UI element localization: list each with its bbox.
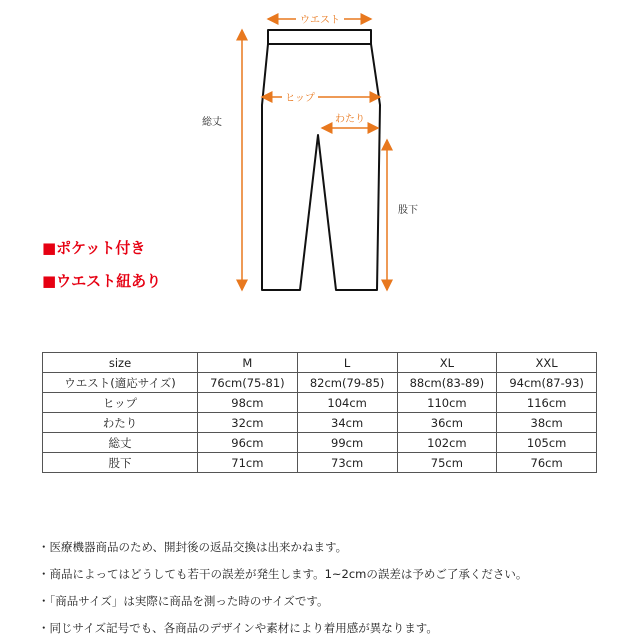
feature-waist-cord: ■ウエスト紐あり bbox=[42, 272, 162, 290]
thigh-label: わたり bbox=[335, 114, 365, 125]
table-cell: 71cm bbox=[198, 453, 298, 473]
waistband bbox=[268, 30, 371, 44]
table-cell: 116cm bbox=[497, 393, 597, 413]
table-row-thigh bbox=[43, 413, 597, 433]
table-cell: 76cm bbox=[497, 453, 597, 473]
waist-label: ウエスト bbox=[300, 15, 340, 26]
header-size: size bbox=[43, 353, 198, 373]
pants-outline bbox=[262, 30, 380, 290]
row-label: ヒップ bbox=[43, 393, 198, 413]
table-cell: 96cm bbox=[198, 433, 298, 453]
inseam-label: 股下 bbox=[398, 205, 418, 216]
table-cell: 99cm bbox=[297, 433, 397, 453]
table-cell: 102cm bbox=[397, 433, 497, 453]
table-cell: 110cm bbox=[397, 393, 497, 413]
table-cell: 32cm bbox=[198, 413, 298, 433]
table-row-length bbox=[43, 433, 597, 453]
size-table-header-row bbox=[43, 353, 597, 373]
note-measurement-error: ・商品によってはどうしても若干の誤差が発生します。1~2cmの誤差は予めご了承ください。 bbox=[38, 567, 528, 581]
row-label: ウエスト(適応サイズ) bbox=[43, 373, 198, 393]
size-table bbox=[42, 352, 597, 473]
note-no-returns: ・医療機器商品のため、開封後の返品交換は出来かねます。 bbox=[38, 540, 348, 554]
feature-list bbox=[42, 232, 161, 298]
table-cell: 38cm bbox=[497, 413, 597, 433]
row-label: わたり bbox=[43, 413, 198, 433]
table-row-inseam bbox=[43, 453, 597, 473]
table-cell: 98cm bbox=[198, 393, 298, 413]
header-xxl: XXL bbox=[497, 353, 597, 373]
table-row-hip bbox=[43, 393, 597, 413]
note-product-size: ・「商品サイズ」は実際に商品を測った時のサイズです。 bbox=[38, 594, 329, 608]
header-l: L bbox=[297, 353, 397, 373]
table-cell: 82cm(79-85) bbox=[297, 373, 397, 393]
header-xl: XL bbox=[397, 353, 497, 373]
hip-label: ヒップ bbox=[285, 93, 315, 104]
feature-pocket: ■ポケット付き bbox=[42, 239, 146, 257]
table-cell: 76cm(75-81) bbox=[198, 373, 298, 393]
table-cell: 104cm bbox=[297, 393, 397, 413]
table-cell: 73cm bbox=[297, 453, 397, 473]
row-label: 股下 bbox=[43, 453, 198, 473]
table-row-waist bbox=[43, 373, 597, 393]
pants-body bbox=[262, 44, 380, 290]
table-cell: 34cm bbox=[297, 413, 397, 433]
table-cell: 94cm(87-93) bbox=[497, 373, 597, 393]
table-cell: 75cm bbox=[397, 453, 497, 473]
table-cell: 105cm bbox=[497, 433, 597, 453]
header-m: M bbox=[198, 353, 298, 373]
notes-list bbox=[38, 534, 527, 642]
note-fit-varies: ・同じサイズ記号でも、各商品のデザインや素材により着用感が異なります。 bbox=[38, 621, 438, 635]
table-cell: 88cm(83-89) bbox=[397, 373, 497, 393]
length-label: 総丈 bbox=[202, 117, 222, 128]
row-label: 総丈 bbox=[43, 433, 198, 453]
table-cell: 36cm bbox=[397, 413, 497, 433]
